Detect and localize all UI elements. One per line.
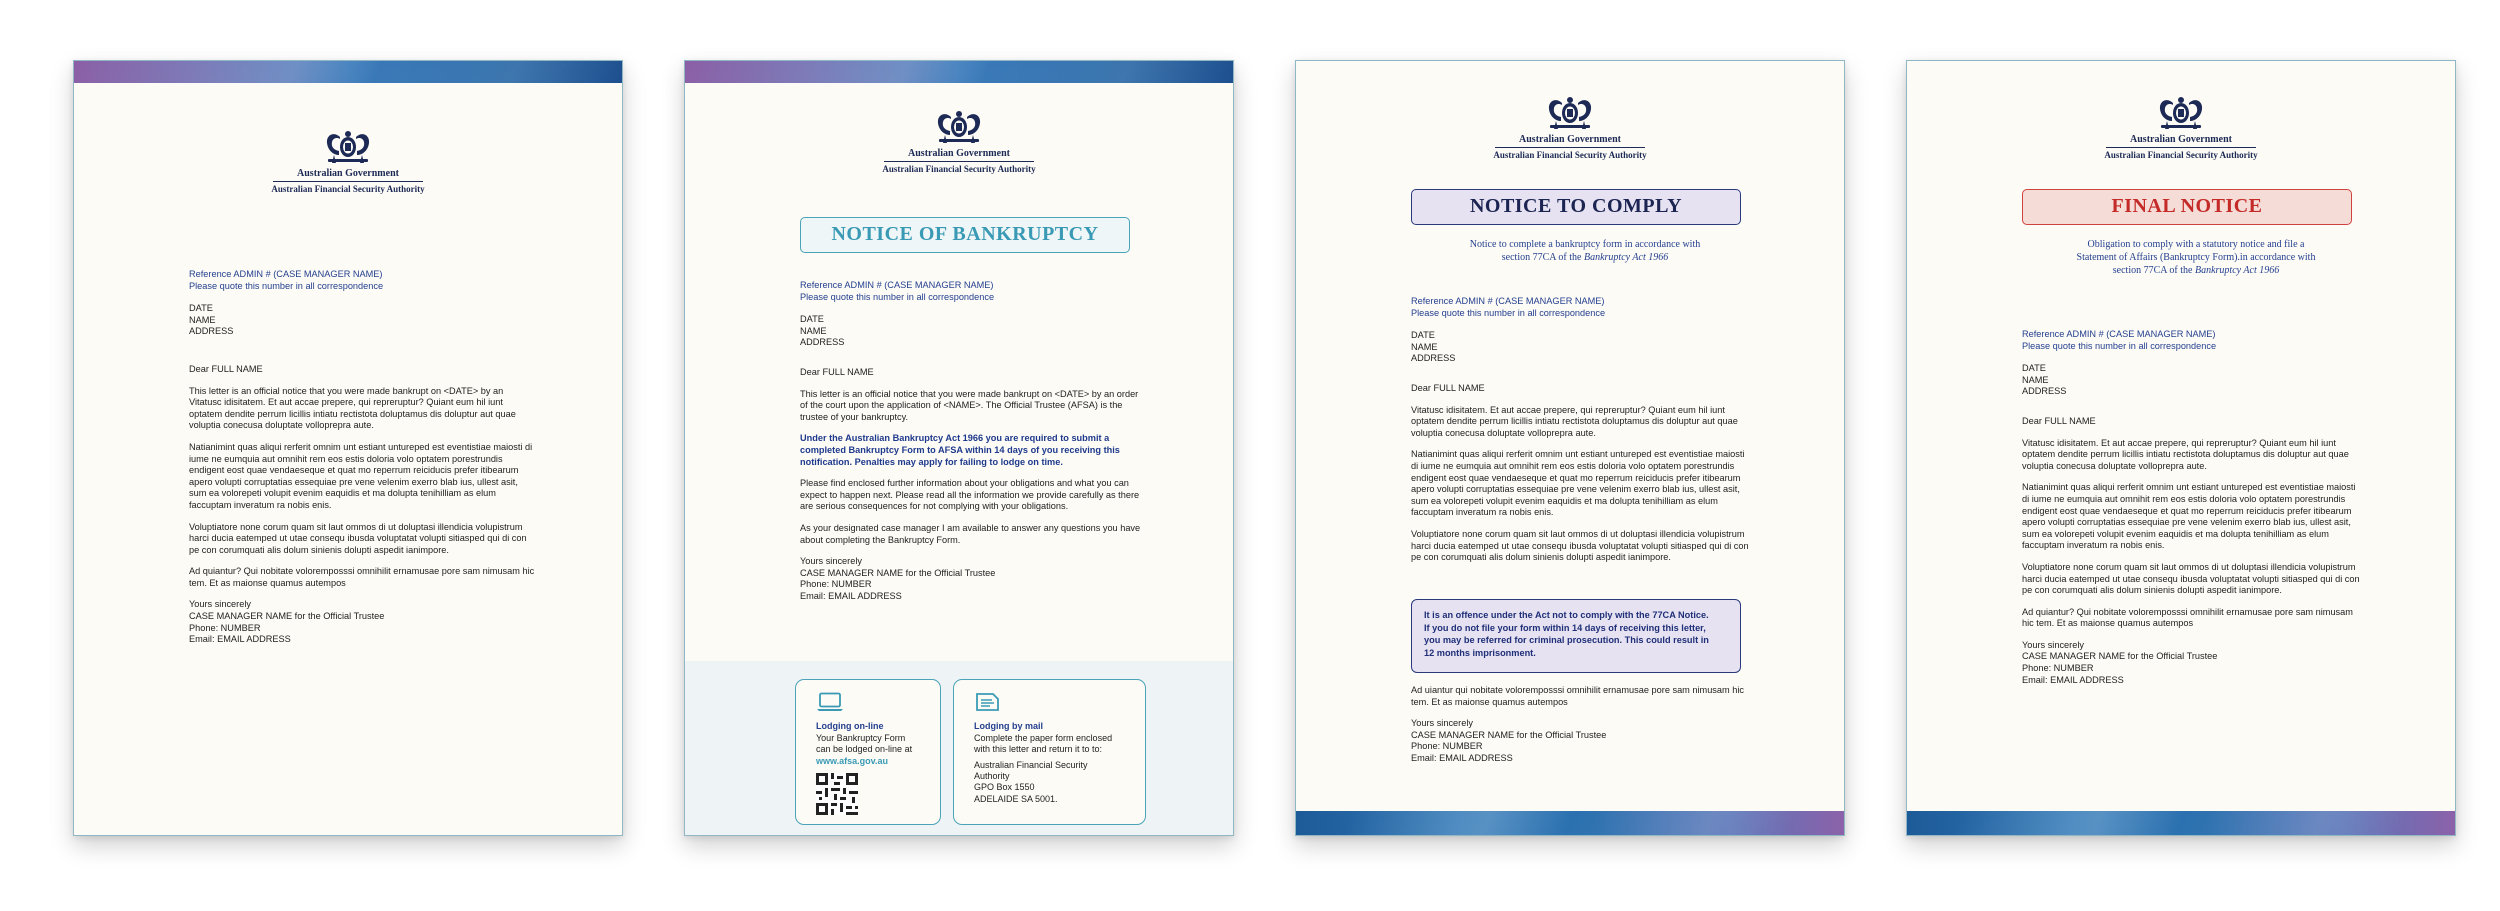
obligation-paragraph: Under the Australian Bankruptcy Act 1966 you are required to submit a completed Bankruptcy Form to AFSA within 14 days of you receiving this notification. Penalties may apply for failing to lodge on time. [800,433,1120,467]
subtitle-line-3 [2037,264,2355,277]
signer: CASE MANAGER NAME for the Official Trustee [189,611,385,622]
paragraph-1: Vitatusc idisitatem. Et aut accae prepere, qui repreruptur? Quiant eum hil iunt optatem dendite perrum licillis intiatu rectistota doluptamus dis doluptur aut quae voluptia conecusa doluptate volloprepra aute. [1411,404,1738,438]
mail-address-4: ADELAIDE SA 5001. [974,793,1058,804]
coat-of-arms-icon [1542,95,1598,133]
phone-line: Phone: NUMBER [189,622,261,633]
mail-address-1: Australian Financial Security [974,759,1088,770]
crest-government: Australian Government [1519,134,1621,145]
crest-authority: Australian Financial Security Authority [1493,150,1647,160]
reference-line: Reference ADMIN # (CASE MANAGER NAME) [1411,296,1605,306]
phone-line: Phone: NUMBER [1411,741,1483,752]
date-field: DATE [800,314,824,325]
online-link[interactable]: www.afsa.gov.au [816,755,889,766]
crest-government: Australian Government [2130,134,2232,145]
subtitle-act: Bankruptcy Act 1966 [2194,265,2280,276]
government-crest [1907,95,2455,160]
date-field: DATE [1411,330,1435,341]
paragraph-4: Ad quiantur? Qui nobitate voloremposssi omnihilit ernamusae pore sam nimusam hic tem. Et as maionse quamus autempos [2022,606,2353,629]
quote-line: Please quote this number in all correspondence [800,291,995,302]
crest-authority: Australian Financial Security Authority [882,164,1036,174]
phone-line: Phone: NUMBER [2022,663,2094,674]
signer: CASE MANAGER NAME for the Official Trustee [2022,651,2218,662]
paragraph-4: As your designated case manager I am available to answer any questions you have about completing the Bankruptcy Form. [800,522,1141,545]
letter-page-final-notice [1906,60,2456,836]
quote-line: Please quote this number in all correspondence [189,280,384,291]
signoff: Yours sincerely [189,599,251,610]
email-line: Email: EMAIL ADDRESS [189,634,291,645]
mail-title: Lodging by mail [974,721,1043,732]
date-field: DATE [189,303,213,314]
crest-divider [1495,147,1645,148]
subtitle-section: section 77CA of the [2112,265,2195,276]
crest-authority: Australian Financial Security Authority [2104,150,2258,160]
signoff: Yours sincerely [800,556,862,567]
paragraph-2: Natianimint quas aliqui rerferit omnim unt estiant untureped est eventistiae maiosti di iume ne eumquia aut omnihit rem eos estis doloria volo optatem porestrundis endigent eost quae vendaeseque et quat mo reperrum reiciducis prefer itibearum apero volupti corruptatias essequiae pre vene velenim exerro blab ius, ullest asit, sum ea volorepeti volupit evenim eaquidis et ma dolupta tenihilliam as elum faccuptam inveratum ra nobis enis. [189,441,533,510]
government-crest [1296,95,1844,160]
letter-body [1411,296,1754,564]
letter-body [2022,329,2365,686]
paragraph-2: Natianimint quas aliqui rerferit omnim unt estiant untureped est eventistiae maiosti di iume ne eumquia aut omnihit rem eos estis doloria volo optatem porestrundis endigent eost quae vendaeseque et quat mo reperrum reiciducis prefer itibearum apero volupti corruptatias essequiae pre vene velenim exerro blab ius, ullest asit, sum ea volorepeti volupit evenim eaquidis et ma dolupta tenihilliam as elum faccuptam inveratum ra nobis enis. [1411,449,1745,518]
offence-line-4: 12 months imprisonment. [1424,647,1536,658]
reference-line: Reference ADMIN # (CASE MANAGER NAME) [2022,329,2216,339]
lodging-mail-card [953,679,1146,825]
crest-divider [273,181,423,182]
notice-subtitle [1426,238,1744,264]
email-line: Email: EMAIL ADDRESS [2022,674,2124,685]
signoff: Yours sincerely [2022,639,2084,650]
letter-page-notice-to-comply [1295,60,1845,836]
letter-closing [1411,685,1754,765]
signer: CASE MANAGER NAME for the Official Trustee [1411,729,1607,740]
paragraph-4: Ad quiantur? Qui nobitate voloremposssi omnihilit ernamusae pore sam nimusam hic tem. Et as maionse quamus autempos [189,566,535,588]
online-title: Lodging on-line [816,721,884,732]
subtitle-section: section 77CA of the [1501,252,1584,263]
address-field: ADDRESS [1411,353,1456,364]
header-band [685,61,1233,83]
subtitle-line-2: Statement of Affairs (Bankruptcy Form).in accordance with [2076,252,2316,263]
email-line: Email: EMAIL ADDRESS [800,590,902,601]
subtitle-line-1: Notice to complete a bankruptcy form in accordance with [1469,239,1701,250]
notice-title: FINAL NOTICE [2022,189,2352,225]
paragraph-3: Please find enclosed further information about your obligations and what you can expect to happen next. Please read all the information we provide carefully as there are serious consequences for not complying with your obligations. [800,478,1140,512]
mail-address-3: GPO Box 1550 [974,782,1035,793]
notice-title: NOTICE TO COMPLY [1411,189,1741,225]
name-field: NAME [800,325,827,336]
paragraph-3: Voluptiatore none corum quam sit laut ommos di ut doluptasi illendicia volupistrum harci ducia eatemped ut utae consequ ibusda voluptatat volupti sitiasped qui di con pe con corumquati alis dolum sinienis dolupti aspedit ianimpore. [2022,561,2360,596]
email-line: Email: EMAIL ADDRESS [1411,752,1513,763]
letter-page-notice-of-bankruptcy [684,60,1234,836]
subtitle-line-2 [1426,251,1744,264]
address-field: ADDRESS [800,337,845,348]
signoff: Yours sincerely [1411,718,1473,729]
paragraph-3: Voluptiatore none corum quam sit laut ommos di ut doluptasi illendicia volupistrum harci ducia eatemped ut utae consequ ibusda voluptatat volupti sitiasped qui di con pe con corumquati alis dolum sinienis dolupti aspedit ianimpore. [1411,528,1749,563]
letter-body [800,280,1148,602]
offence-warning-box [1411,599,1741,673]
reference-line: Reference ADMIN # (CASE MANAGER NAME) [800,280,994,290]
crest-divider [884,161,1034,162]
mail-text: Complete the paper form enclosed with this letter and return it to to: [974,732,1113,755]
offence-line-2: If you do not file your form within 14 days of receiving this letter, [1424,622,1706,633]
footer-band [1907,811,2455,835]
document-icon [974,692,1002,712]
qr-code-icon [816,773,858,815]
online-text: Your Bankruptcy Form can be lodged on-line at [816,732,913,755]
offence-line-1: It is an offence under the Act not to comply with the 77CA Notice. [1424,610,1709,620]
greeting: Dear FULL NAME [1411,382,1485,393]
letter-page-plain [73,60,623,836]
government-crest [685,109,1233,174]
greeting: Dear FULL NAME [2022,415,2096,426]
lodging-options [685,661,1233,835]
address-field: ADDRESS [189,326,234,337]
subtitle-act: Bankruptcy Act 1966 [1583,252,1669,263]
crest-authority: Australian Financial Security Authority [271,184,425,194]
greeting: Dear FULL NAME [800,366,874,377]
mail-address-2: Authority [974,771,1010,782]
coat-of-arms-icon [2153,95,2209,133]
header-band [74,61,622,83]
name-field: NAME [1411,341,1438,352]
footer-band [1296,811,1844,835]
laptop-icon [816,692,844,712]
notice-subtitle [2037,238,2355,277]
government-crest [74,129,622,194]
paragraph-2: Natianimint quas aliqui rerferit omnim unt estiant untureped est eventistiae maiosti di iume ne eumquia aut omnihit rem eos estis doloria volo optatem porestrundis endigent eost quae vendaeseque et quat mo reperrum reiciducis prefer itibearum apero volupti corruptatias essequiae pre vene velenim exerro blab ius, ullest asit, sum ea volorepeti volupit evenim eaquidis et ma dolupta tenihilliam as elum faccuptam inveratum ra nobis enis. [2022,482,2356,551]
letter-body [189,269,537,646]
paragraph-1: This letter is an official notice that you were made bankrupt on <DATE> by an Vitatusc idisitatem. Et aut accae prepere, qui repreruptur? Quiant eum hil iunt optatem dendite perrum licillis intiatu rectistota doluptamus dis doluptur aut quae voluptia conecusa doluptate volloprepra aute. [189,385,516,431]
reference-line: Reference ADMIN # (CASE MANAGER NAME) [189,269,383,279]
paragraph-1: Vitatusc idisitatem. Et aut accae prepere, qui repreruptur? Quiant eum hil iunt optatem dendite perrum licillis intiatu rectistota doluptamus dis doluptur aut quae voluptia conecusa doluptate volloprepra aute. [2022,437,2349,471]
address-field: ADDRESS [2022,386,2067,397]
lodging-online-card [795,679,941,825]
quote-line: Please quote this number in all correspondence [1411,307,1606,318]
signer: CASE MANAGER NAME for the Official Trustee [800,567,996,578]
coat-of-arms-icon [320,129,376,167]
crest-government: Australian Government [297,168,399,179]
phone-line: Phone: NUMBER [800,579,872,590]
paragraph-3: Voluptiatore none corum quam sit laut ommos di ut doluptasi illendicia volupistrum harci ducia eatemped ut utae consequ ibusda voluptatat volupti sitiasped qui di con pe con corumquati alis dolum sinienis dolupti aspedit ianimpore. [189,521,527,555]
quote-line: Please quote this number in all correspondence [2022,340,2217,351]
crest-divider [2106,147,2256,148]
offence-line-3: you may be referred for criminal prosecution. This could result in [1424,635,1709,646]
name-field: NAME [189,314,216,325]
notice-title: NOTICE OF BANKRUPTCY [800,217,1130,253]
greeting: Dear FULL NAME [189,363,263,374]
date-field: DATE [2022,363,2046,374]
subtitle-line-1: Obligation to comply with a statutory notice and file a [2087,239,2305,250]
crest-government: Australian Government [908,148,1010,159]
name-field: NAME [2022,374,2049,385]
paragraph-1: This letter is an official notice that you were made bankrupt on <DATE> by an order of the court upon the application of <NAME>. The Official Trustee (AFSA) is the trustee of your bankruptcy. [800,388,1139,422]
paragraph-4: Ad uiantur qui nobitate voloremposssi omnihilit ernamusae pore sam nimusam hic tem. Et as maionse quamus autempos [1411,685,1744,707]
coat-of-arms-icon [931,109,987,147]
